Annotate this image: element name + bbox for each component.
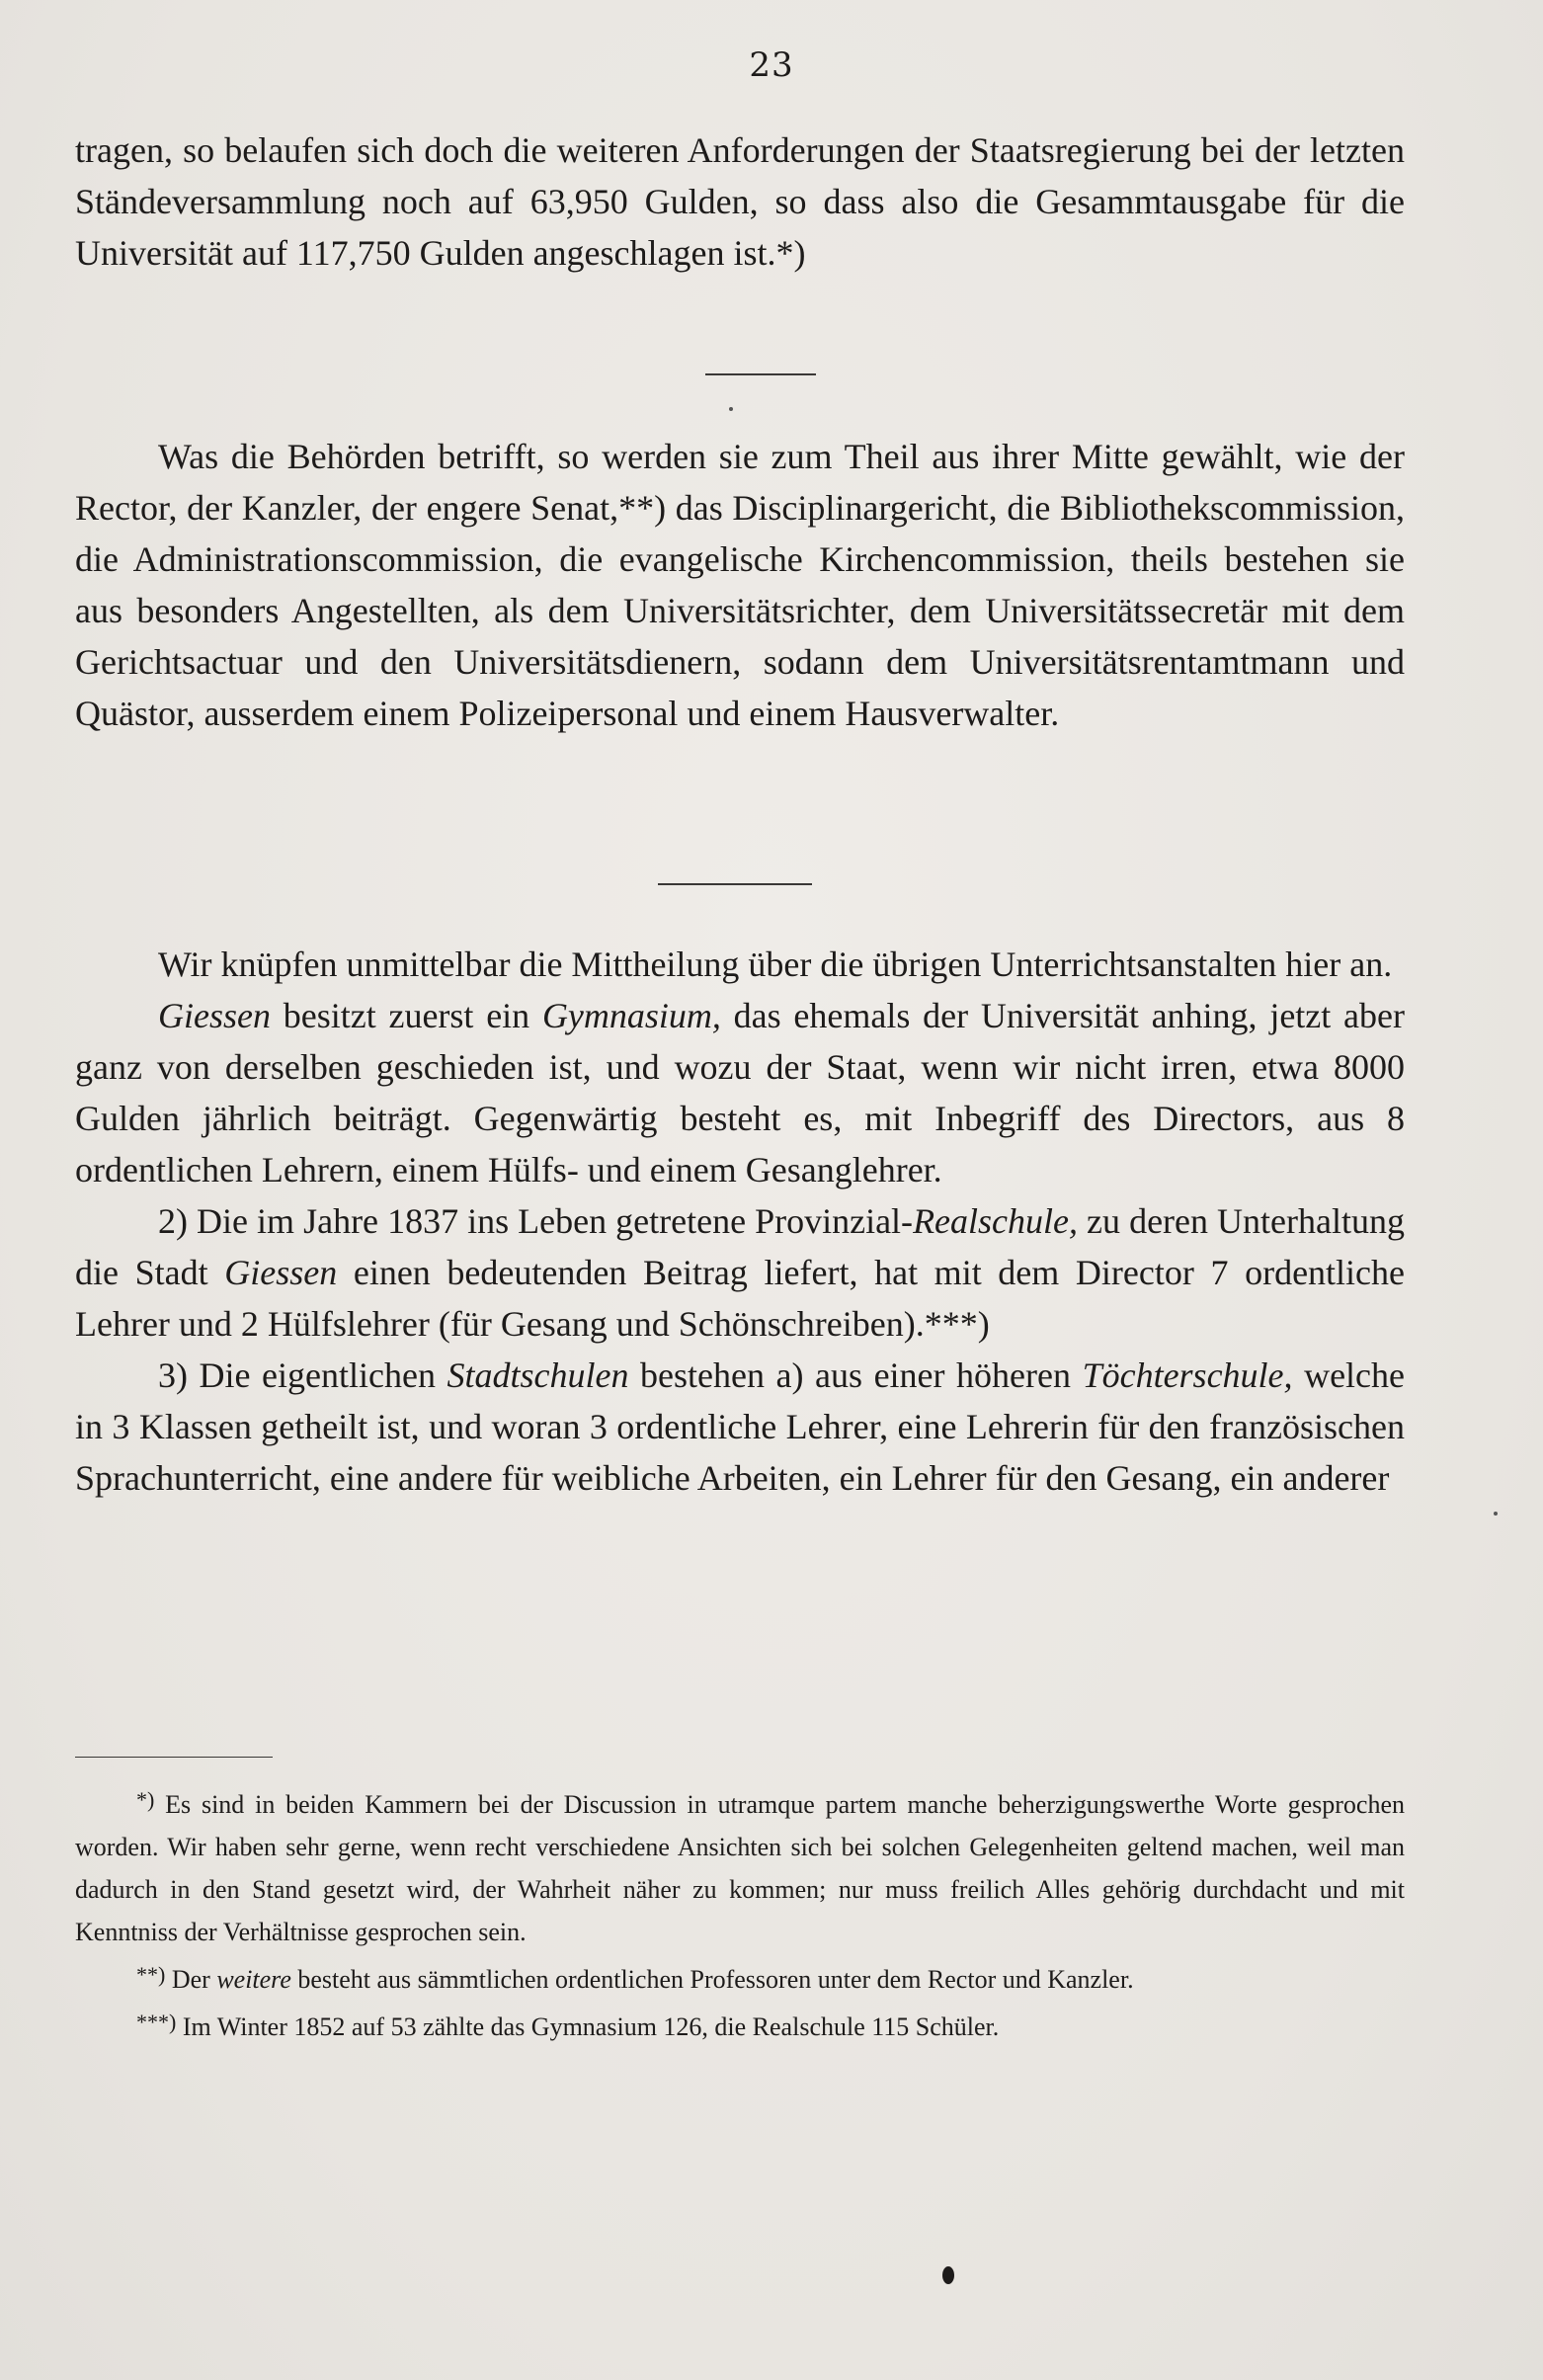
paragraph-behoerden: Was die Behörden betrifft, so werden sie zum Theil aus ihrer Mitte gewählt, wie der Rector, der Kanzler, der engere Senat,**) das Disciplinargericht, die Bibliothekscommission, die Administrationscommission, die evangelische Kirchencommission, theils bestehen sie aus besonders Angestellten, als dem Universitätsrichter, dem Universitätssecretär mit dem Gerichtsactuar und den Universitätsdienern, sodann dem Universitätsrentamtmann und Quästor, ausserdem einem Polizeipersonal und einem Hausverwalter. [75, 437, 1405, 733]
footnote-text: Im Winter 1852 auf 53 zählte das Gymnasium 126, die Realschule 115 Schüler. [176, 2012, 1000, 2041]
ink-blot [942, 2266, 954, 2284]
italic-term: Stadtschulen [447, 1355, 629, 1395]
footnote-3 [75, 2001, 1405, 2048]
footnote-2 [75, 1953, 1405, 2001]
paragraph-stadtschulen [75, 1350, 1405, 1504]
text-span: zu deren Unterhaltung die Stadt [75, 1201, 1405, 1292]
paragraph-intro: Wir knüpfen unmittelbar die Mittheilung über die übrigen Unterrichtsanstalten hier an. [158, 944, 1393, 984]
italic-term: Gymnasium, [541, 996, 721, 1035]
footnote-1 [75, 1778, 1405, 1953]
section-1 [75, 124, 1405, 279]
italic-place: Giessen [224, 1253, 338, 1292]
footnote-text: besteht aus sämmtlichen ordentlichen Professoren unter dem Rector und Kanzler. [290, 1965, 1134, 1994]
paragraph-gymnasium [75, 990, 1405, 1195]
italic-term: Töchterschule, [1082, 1355, 1293, 1395]
text-span: 2) Die im Jahre 1837 ins Leben getretene Provinzial- [158, 1201, 914, 1241]
text-span: besitzt zuerst ein [270, 996, 542, 1035]
footnote-rule [75, 1757, 273, 1758]
italic-term: Realschule, [913, 1201, 1079, 1241]
text-span: welche in 3 Klassen getheilt ist, und woran 3 ordentliche Lehrer, eine Lehrerin für den französischen Sprachunterricht, eine andere für weibliche Arbeiten, ein Lehrer für den Gesang, ein anderer [75, 1355, 1406, 1498]
footnote-marker: **) [136, 1962, 166, 1987]
paragraph-continuation: tragen, so belaufen sich doch die weiteren Anforderungen der Staatsregierung bei der letzten Ständeversammlung noch auf 63,950 Gulden, so dass also die Gesammtausgabe für die Universität auf 117,750 Gulden angeschlagen ist.*) [75, 130, 1405, 273]
section-separator [705, 373, 816, 375]
section-3 [75, 939, 1405, 1504]
text-span: einen bedeutenden Beitrag liefert, hat mit dem Director 7 ordentliche Lehrer und 2 Hülfslehrer (für Gesang und Schönschreiben).***) [75, 1253, 1406, 1344]
footnote-italic: weitere [216, 1965, 291, 1994]
paragraph-realschule [75, 1195, 1405, 1350]
section-separator [658, 883, 812, 885]
text-span: 3) Die eigentlichen [158, 1355, 447, 1395]
text-span: das ehemals der Universität anhing, jetzt aber ganz von derselben geschieden ist, und wozu der Staat, wenn wir nicht irren, etwa 8000 Gulden jährlich beiträgt. Gegenwärtig besteht es, mit Inbegriff des Directors, aus 8 ordentlichen Lehrern, einem Hülfs- und einem Gesanglehrer. [75, 996, 1405, 1190]
footnote-text: Der [165, 1965, 217, 1994]
footnote-text: Es sind in beiden Kammern bei der Discussion in utramque partem manche beherzigungswerthe Worte gesprochen worden. Wir haben sehr gerne, wenn recht verschiedene Ansichten sich bei solchen Gelegenheiten geltend machen, weil man dadurch in den Stand gesetzt wird, der Wahrheit näher zu kommen; nur muss freilich Alles gehörig durchdacht und mit Kenntniss der Verhältnisse gesprochen sein. [75, 1790, 1405, 1946]
page-number: 23 [749, 45, 794, 85]
ink-speck [1494, 1512, 1498, 1516]
text-span: bestehen a) aus einer höheren [628, 1355, 1083, 1395]
italic-place: Giessen [158, 996, 271, 1035]
footnotes [75, 1778, 1405, 2048]
footnote-marker: *) [136, 1787, 155, 1812]
section-2 [75, 431, 1405, 739]
footnote-marker: ***) [136, 2010, 177, 2034]
ink-speck [729, 407, 733, 411]
